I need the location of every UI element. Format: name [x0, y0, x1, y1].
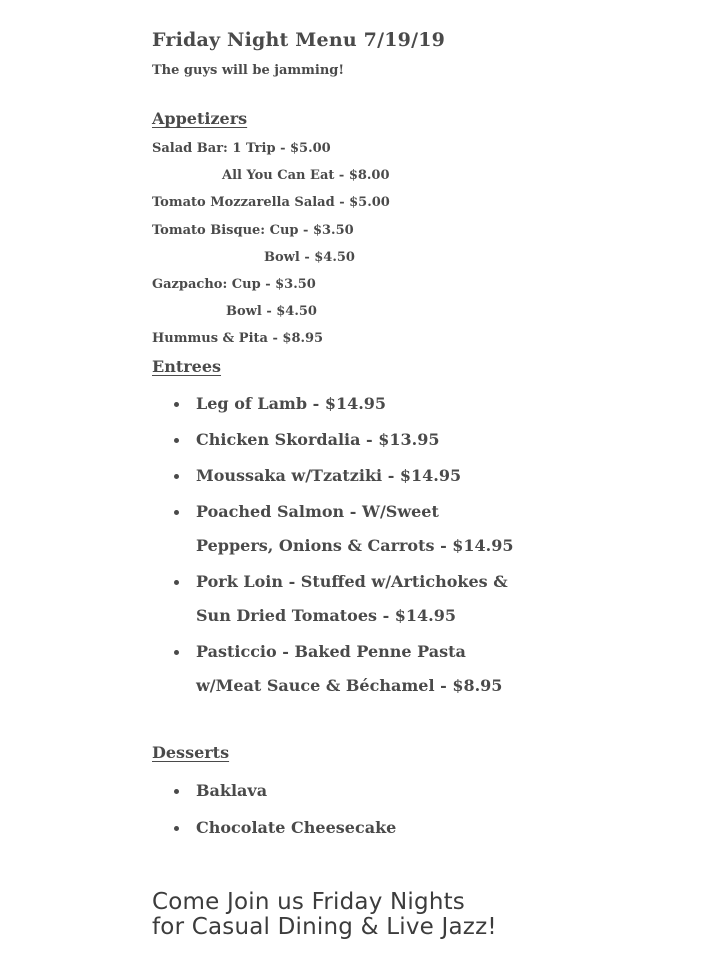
- dessert-line: Baklava: [196, 780, 268, 800]
- entree-item: [152, 387, 692, 421]
- appetizer-row: Gazpacho: Cup - $3.50: [152, 276, 316, 292]
- bullet-icon: [174, 474, 179, 479]
- closing-line: Come Join us Friday Nights: [152, 889, 465, 915]
- appetizer-row: Tomato Mozzarella Salad - $5.00: [152, 195, 390, 211]
- bullet-icon: [174, 789, 179, 794]
- entree-line: Sun Dried Tomatoes - $14.95: [196, 605, 457, 625]
- bullet-icon: [174, 402, 179, 407]
- menu-document: [152, 26, 692, 848]
- appetizer-row: Tomato Bisque: Cup - $3.50: [152, 222, 354, 238]
- bullet-icon: [174, 650, 179, 655]
- dessert-item: [152, 774, 692, 808]
- dessert-item: [152, 811, 692, 845]
- entree-line: Leg of Lamb - $14.95: [196, 393, 387, 413]
- closing-line: for Casual Dining & Live Jazz!: [152, 914, 497, 940]
- appetizer-row: Hummus & Pita - $8.95: [152, 331, 324, 347]
- menu-subtitle: The guys will be jamming!: [152, 63, 345, 78]
- desserts-heading: Desserts: [152, 742, 230, 762]
- dessert-line: Chocolate Cheesecake: [196, 817, 397, 837]
- entree-line: Pork Loin - Stuffed w/Artichokes &: [196, 571, 508, 591]
- entree-item: [152, 459, 692, 493]
- appetizers-list: [152, 135, 692, 353]
- appetizers-heading: Appetizers: [152, 109, 248, 128]
- appetizer-row: Bowl - $4.50: [264, 249, 355, 265]
- bullet-icon: [174, 826, 179, 831]
- bullet-icon: [174, 438, 179, 443]
- entree-line: Moussaka w/Tzatziki - $14.95: [196, 465, 462, 485]
- entree-item: [152, 565, 692, 633]
- menu-title: Friday Night Menu 7/19/19: [152, 29, 446, 51]
- entree-line: Poached Salmon - W/Sweet: [196, 501, 439, 521]
- appetizer-row: Salad Bar: 1 Trip - $5.00: [152, 141, 331, 156]
- entrees-heading: Entrees: [152, 356, 222, 376]
- closing-message: [152, 890, 497, 940]
- entree-line: Pasticcio - Baked Penne Pasta: [196, 641, 466, 661]
- entree-line: Peppers, Onions & Carrots - $14.95: [196, 535, 514, 555]
- appetizer-row: All You Can Eat - $8.00: [222, 168, 390, 184]
- entree-item: [152, 423, 692, 457]
- bullet-icon: [174, 580, 179, 585]
- bullet-icon: [174, 510, 179, 515]
- entree-item: [152, 495, 692, 563]
- appetizer-row: Bowl - $4.50: [226, 304, 317, 320]
- entree-item: [152, 635, 692, 703]
- entree-line: w/Meat Sauce & Béchamel - $8.95: [196, 675, 503, 695]
- desserts-list: [152, 774, 692, 845]
- entrees-list: [152, 387, 692, 703]
- entree-line: Chicken Skordalia - $13.95: [196, 429, 440, 449]
